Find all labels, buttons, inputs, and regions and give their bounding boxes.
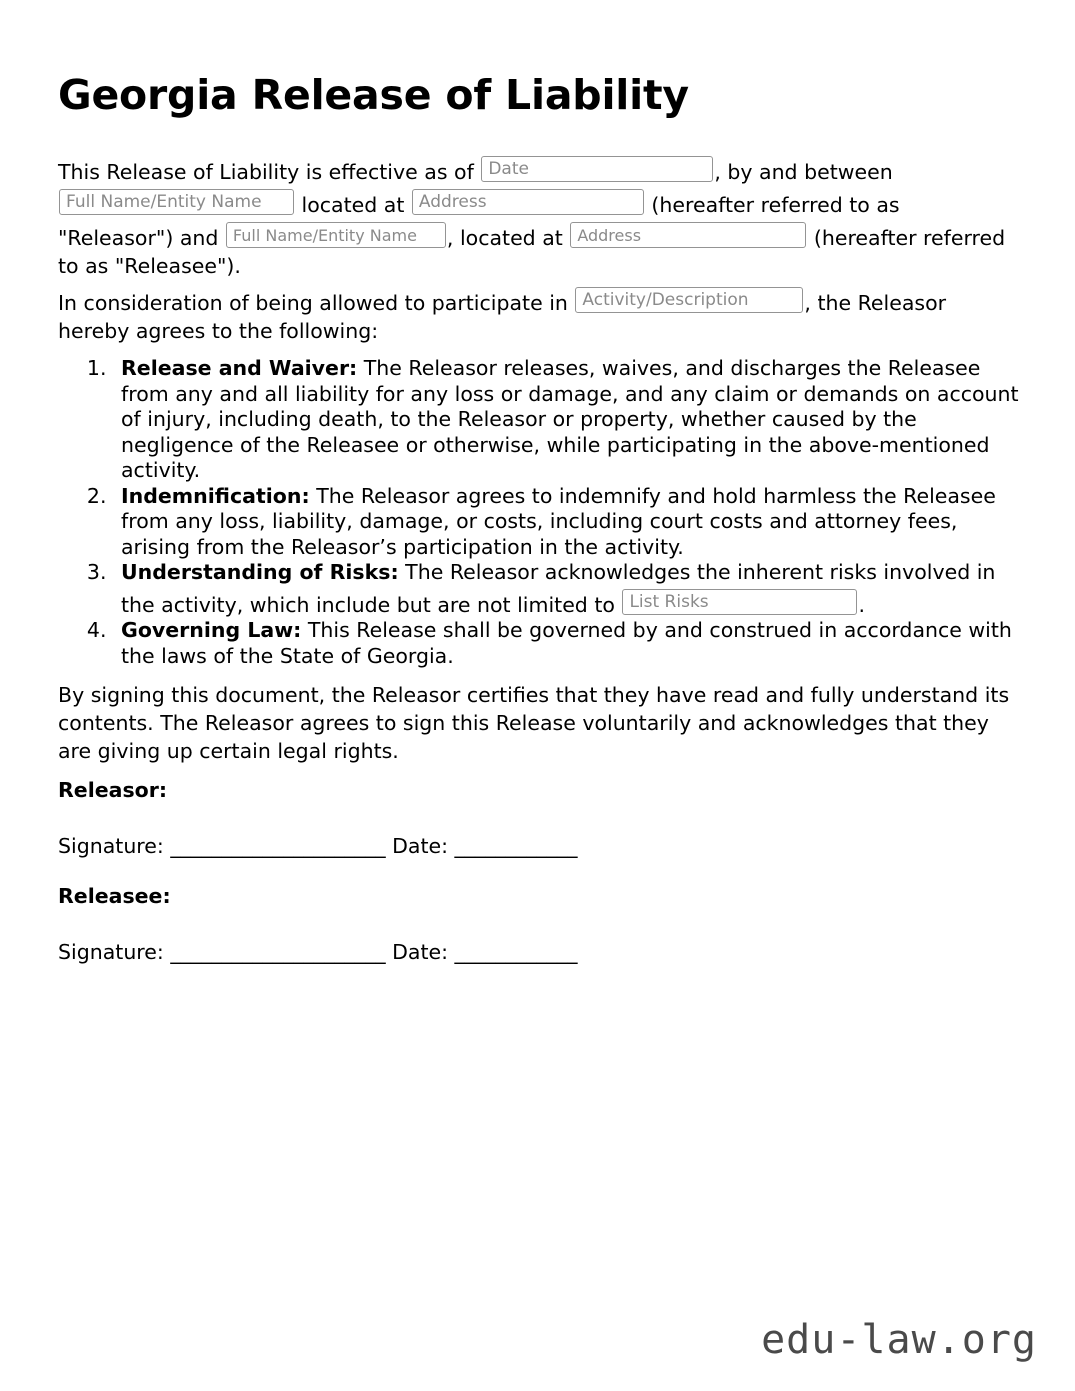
clause-label-release-and-waiver: Release and Waiver: [121, 356, 358, 380]
spacer [58, 804, 1020, 832]
releasor-date-label: Date: [385, 834, 455, 858]
list-item [113, 560, 1020, 618]
paragraph-2 [58, 284, 1020, 345]
spacer [58, 860, 1020, 882]
releasee-signature-rule[interactable]: _____________________ [170, 940, 386, 964]
list-item [113, 356, 1020, 484]
clause-text-indemnification: The Releasor agrees to indemnify and hold harmless the Releasee from any loss, liability, damage, or costs, including court costs and attorney fees, arising from the Releasor’s participation in the activity. [121, 483, 996, 559]
releasee-address-input[interactable]: Address [570, 222, 806, 248]
page-title: Georgia Release of Liability [58, 71, 689, 119]
effective-date-parties-paragraph [58, 153, 1020, 280]
paragraph-1-text-segment-2: , by and between [714, 160, 893, 184]
consideration-paragraph [58, 284, 1020, 345]
signature-section [58, 776, 1020, 966]
list-risks-input[interactable]: List Risks [622, 589, 857, 615]
paragraph-2-text-segment-2: , the Releasor hereby agrees to the following: [58, 291, 947, 343]
releasee-heading: Releasee: [58, 884, 171, 908]
releasee-date-label: Date: [385, 940, 455, 964]
releasor-date-rule[interactable]: ____________ [454, 834, 578, 858]
releasee-signature-label: Signature: [58, 940, 171, 964]
clause-label-understanding-of-risks: Understanding of Risks: [121, 560, 399, 584]
clause-text-release-and-waiver: The Releasor releases, waives, and discharges the Releasee from any and all liability for any loss or damage, and any claim or demands on account of injury, including death, to the Releasor or property, whether caused by the negligence of the Releasee or otherwise, while participating in the above-mentioned activity. [121, 356, 1019, 482]
paragraph-1-text-segment-4: (hereafter referred to as "Releasor") and [58, 193, 900, 250]
clause-label-indemnification: Indemnification: [121, 483, 310, 508]
paragraph-2-text-segment-1: In consideration of being allowed to participate in [58, 291, 575, 315]
releasor-heading: Releasor: [58, 778, 168, 802]
clause-text-understanding-of-risks-before: The Releasor acknowledges the inherent risks involved in the activity, which include but are not limited to [121, 560, 996, 617]
releasee-date-rule[interactable]: ____________ [454, 940, 578, 964]
releasee-signature-line [58, 938, 1020, 966]
releasor-signature-rule[interactable]: _____________________ [170, 834, 386, 858]
paragraph-1-text-segment-3: located at [295, 193, 411, 217]
releasor-name-input[interactable]: Full Name/Entity Name [59, 189, 294, 215]
clause-list [58, 356, 1020, 669]
paragraph-3: By signing this document, the Releasor certifies that they have read and fully understand its contents. The Releasor agrees to sign this Release voluntarily and acknowledges that they are giving up certain legal rights. [58, 683, 1010, 763]
spacer [58, 910, 1020, 938]
paragraph-1-text-segment-1: This Release of Liability is effective as of [58, 160, 481, 184]
clause-text-understanding-of-risks-after: . [858, 592, 865, 617]
paragraph-1 [58, 153, 1020, 280]
list-item [113, 618, 1020, 669]
acknowledgement-paragraph [58, 681, 1020, 765]
clause-text-governing-law: This Release shall be governed by and construed in accordance with the laws of the State of Georgia. [121, 618, 1012, 668]
paragraph-1-text-segment-6: (hereafter referred to as "Releasee"). [58, 226, 1006, 278]
releasor-address-input[interactable]: Address [412, 189, 644, 215]
releasor-signature-line [58, 832, 1020, 860]
clauses-section [58, 356, 1020, 669]
effective-date-input[interactable]: Date [481, 156, 713, 182]
activity-description-input[interactable]: Activity/Description [575, 287, 803, 313]
site-watermark: edu-law.org [761, 1317, 1037, 1363]
paragraph-1-text-segment-5: , located at [446, 226, 570, 250]
releasee-name-input[interactable]: Full Name/Entity Name [226, 222, 446, 248]
list-item [113, 484, 1020, 561]
releasor-signature-label: Signature: [58, 834, 171, 858]
clause-label-governing-law: Governing Law: [121, 618, 302, 642]
